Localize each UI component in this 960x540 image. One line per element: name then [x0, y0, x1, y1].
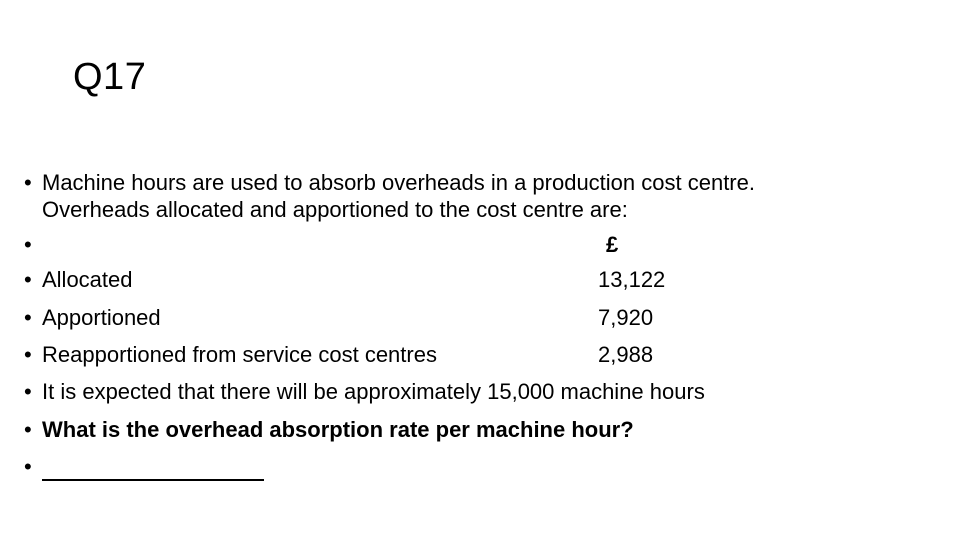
bullet-marker: •	[24, 267, 32, 292]
slide-title: Q17	[73, 56, 147, 98]
bullet-marker: •	[24, 417, 32, 442]
bullet-marker: •	[24, 342, 32, 367]
bullet-marker: •	[24, 170, 32, 195]
intro-line-2: Overheads allocated and apportioned to the cost centre are:	[42, 197, 628, 222]
answer-blank-line	[42, 479, 264, 481]
bullet-marker: •	[24, 454, 32, 479]
expectation-text: It is expected that there will be approximately 15,000 machine hours	[42, 379, 705, 404]
item-label: Allocated	[42, 267, 133, 292]
intro-line-1: Machine hours are used to absorb overheads in a production cost centre.	[42, 170, 755, 195]
question-text: What is the overhead absorption rate per machine hour?	[42, 417, 634, 442]
item-value: 7,920	[598, 305, 654, 330]
item-label: Apportioned	[42, 305, 161, 330]
item-value: 2,988	[598, 342, 654, 367]
item-label: Reapportioned from service cost centres	[42, 342, 437, 367]
bullet-marker: •	[24, 305, 32, 330]
currency-header: £	[606, 232, 619, 257]
bullet-marker: •	[24, 232, 32, 257]
item-value: 13,122	[598, 267, 666, 292]
bullet-marker: •	[24, 379, 32, 404]
